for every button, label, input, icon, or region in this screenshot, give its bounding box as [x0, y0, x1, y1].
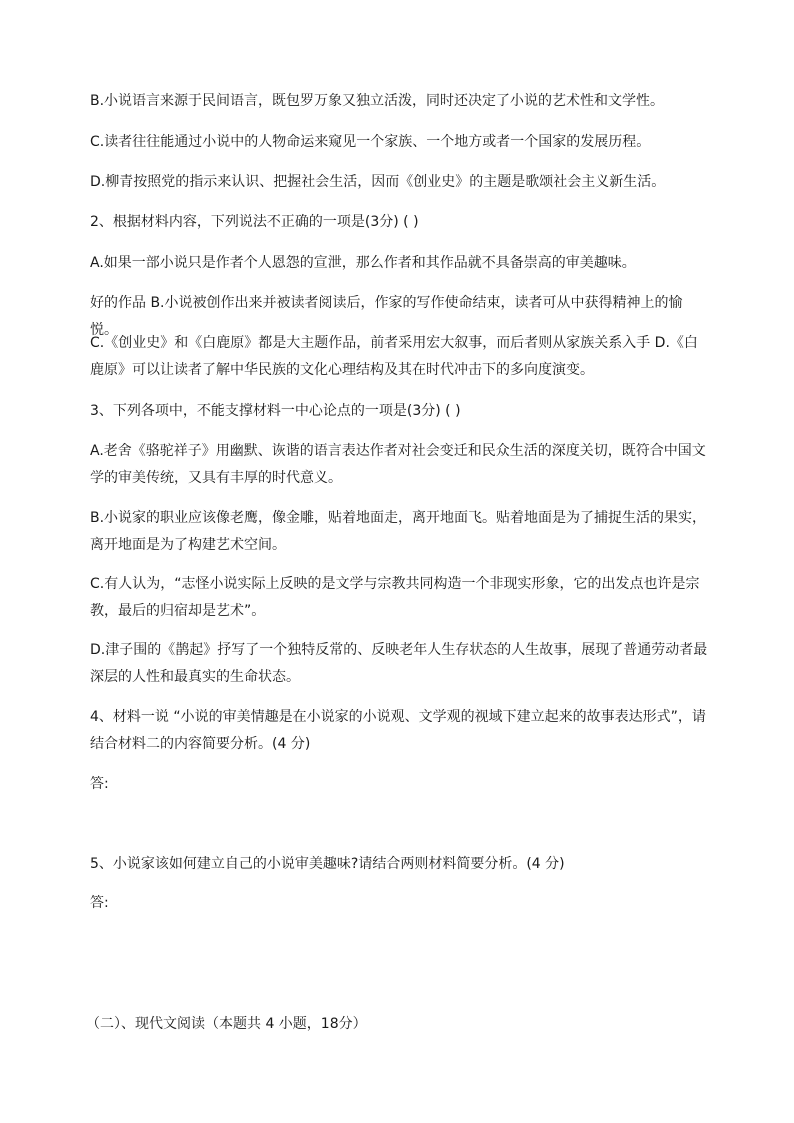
section-heading: （二）、现代文阅读（本题共 4 小题，18分） [86, 1016, 367, 1032]
q2-option-b: 好的作品 B.小说被创作出来并被读者阅读后，作家的写作使命结束，读者可从中获得精神上的愉悦。 [90, 295, 683, 338]
q3-option-b: B.小说家的职业应该像老鹰，像金雕，贴着地面走，离开地面飞。贴着地面是为了捕捉生活的果实，离开地面是为了构建艺术空间。 [90, 510, 707, 553]
q1-option-d: D.柳青按照党的指示来认识、把握社会生活，因而《创业史》的主题是歌颂社会主义新生活。 [90, 174, 666, 190]
q2-option-c-d: C.《创业史》和《白鹿原》都是大主题作品，前者采用宏大叙事，而后者则从家族关系入手 D.《白鹿原》可以让读者了解中华民族的文化心理结构及其在时代冲击下的多向度演变。 [90, 335, 698, 378]
q3-stem: 3、下列各项中，不能支撑材料一中心论点的一项是(3分) ( ) [90, 403, 461, 419]
q3-option-d: D.津子围的《鹊起》抒写了一个独特反常的、反映老年人生存状态的人生故事，展现了普通劳动者最深层的人性和最真实的生命状态。 [90, 642, 708, 685]
q5-stem: 5、小说家该如何建立自己的小说审美趣味?请结合两则材料简要分析。(4 分) [90, 856, 565, 872]
q4-stem: 4、材料一说 “小说的审美情趣是在小说家的小说观、文学观的视域下建立起来的故事表达形式”，请结合材料二的内容简要分析。(4 分) [90, 709, 706, 752]
q1-option-b: B.小说语言来源于民间语言，既包罗万象又独立活泼，同时还决定了小说的艺术性和文学性。 [90, 93, 665, 109]
q1-option-c: C.读者往往能通过小说中的人物命运来窥见一个家族、一个地方或者一个国家的发展历程。 [90, 134, 651, 150]
q4-answer-label: 答: [90, 776, 109, 792]
q2-option-a: A.如果一部小说只是作者个人恩怨的宣泄，那么作者和其作品就不具备崇高的审美趣味。 [90, 255, 636, 271]
q2-stem: 2、根据材料内容，下列说法不正确的一项是(3分) ( ) [90, 214, 419, 230]
q3-option-a: A.老舍《骆驼祥子》用幽默、诙谐的语言表达作者对社会变迁和民众生活的深度关切，既符合中国文学的审美传统，又具有丰厚的时代意义。 [90, 443, 706, 486]
q3-option-c: C.有人认为，“志怪小说实际上反映的是文学与宗教共同构造一个非现实形象，它的出发点也许是宗教，最后的归宿却是艺术”。 [90, 576, 700, 619]
q5-answer-label: 答: [90, 895, 109, 911]
